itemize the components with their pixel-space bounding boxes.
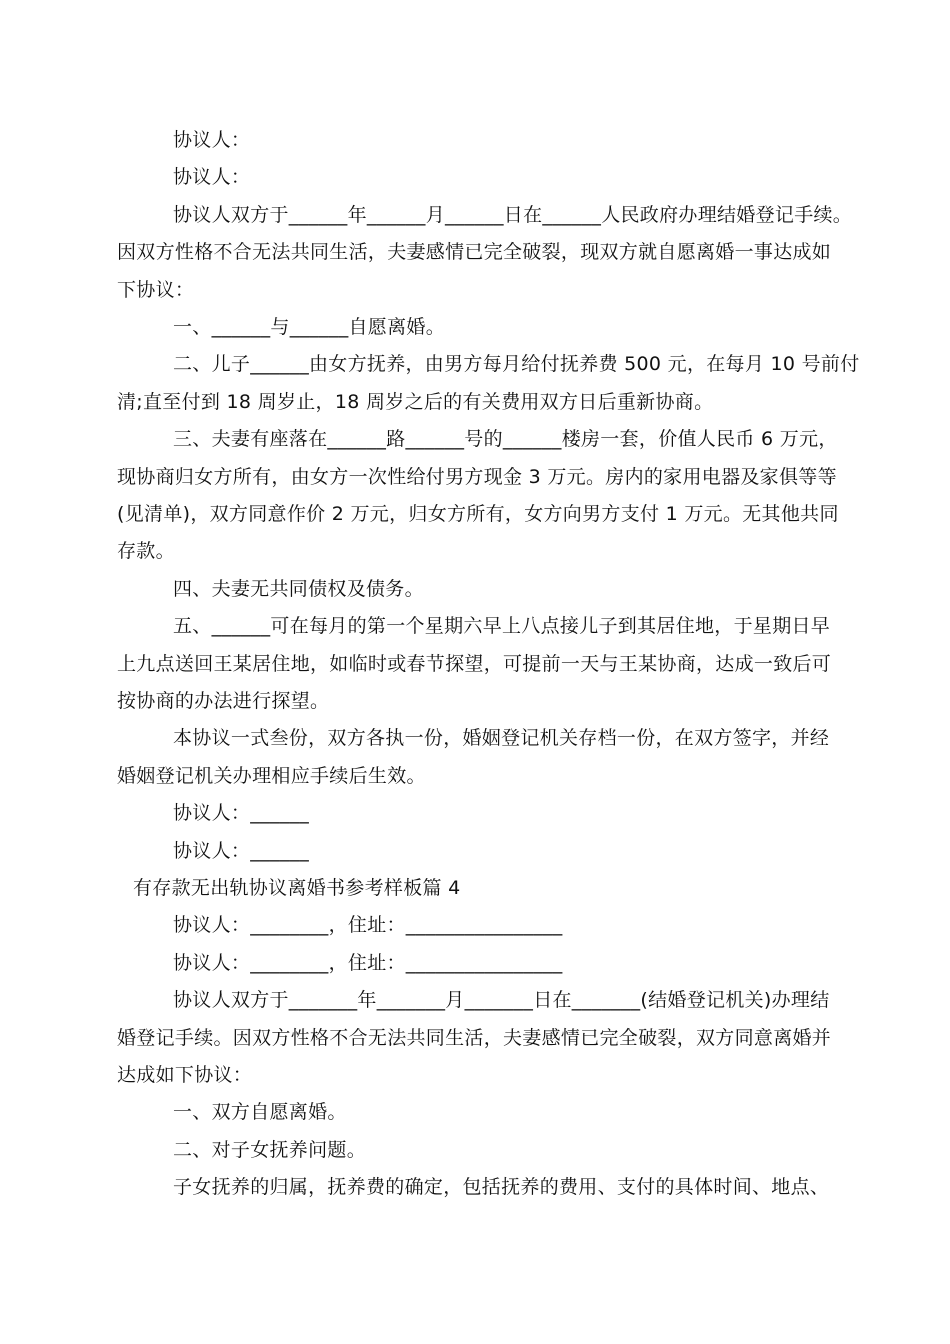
- text-line: 协议人：________，住址：________________: [173, 914, 563, 936]
- text-line: 上九点送回王某居住地，如临时或春节探望，可提前一天与王某协商，达成一致后可: [117, 653, 832, 675]
- text-line: 协议人：______: [173, 802, 310, 824]
- text-line: 协议人双方于______年______月______日在______人民政府办理结婚登记手续。: [173, 204, 853, 226]
- text-line: 清;直至付到 18 周岁止，18 周岁之后的有关费用双方日后重新协商。: [117, 391, 714, 413]
- text-line: 五、______可在每月的第一个星期六早上八点接儿子到其居住地，于星期日早: [173, 615, 831, 637]
- text-line: 一、双方自愿离婚。: [173, 1101, 347, 1123]
- text-line: 四、夫妻无共同债权及债务。: [173, 578, 424, 600]
- text-line: 一、______与______自愿离婚。: [173, 316, 446, 338]
- text-line: 按协商的办法进行探望。: [117, 690, 330, 712]
- text-line: 协议人双方于_______年_______月_______日在_______(结婚登记机关)办理结: [173, 989, 830, 1011]
- text-line: 协议人：: [173, 166, 251, 188]
- text-line: 三、夫妻有座落在______路______号的______楼房一套，价值人民币 6 万元，: [173, 428, 838, 450]
- text-line: 二、对子女抚养问题。: [173, 1139, 367, 1161]
- text-line: 二、儿子______由女方抚养，由男方每月给付抚养费 500 元，在每月 10 号前付: [173, 353, 860, 375]
- text-line: 协议人：: [173, 129, 251, 151]
- section-heading: 有存款无出轨协议离婚书参考样板篇 4: [133, 877, 461, 899]
- text-line: 子女抚养的归属，抚养费的确定，包括抚养的费用、支付的具体时间、地点、: [173, 1176, 830, 1198]
- text-line: 婚姻登记机关办理相应手续后生效。: [117, 765, 426, 787]
- text-line: (见清单)，双方同意作价 2 万元，归女方所有，女方向男方支付 1 万元。无其他共同: [117, 503, 839, 525]
- text-line: 因双方性格不合无法共同生活，夫妻感情已完全破裂，现双方就自愿离婚一事达成如: [117, 241, 832, 263]
- text-line: 现协商归女方所有，由女方一次性给付男方现金 3 万元。房内的家用电器及家俱等等: [117, 466, 837, 488]
- text-line: 婚登记手续。因双方性格不合无法共同生活，夫妻感情已完全破裂，双方同意离婚并: [117, 1027, 832, 1049]
- text-line: 下协议：: [117, 279, 195, 301]
- text-line: 本协议一式叁份，双方各执一份，婚姻登记机关存档一份，在双方签字，并经: [173, 727, 830, 749]
- text-line: 达成如下协议：: [117, 1064, 253, 1086]
- text-line: 协议人：______: [173, 840, 310, 862]
- text-line: 存款。: [117, 540, 175, 562]
- text-line: 协议人：________，住址：________________: [173, 952, 563, 974]
